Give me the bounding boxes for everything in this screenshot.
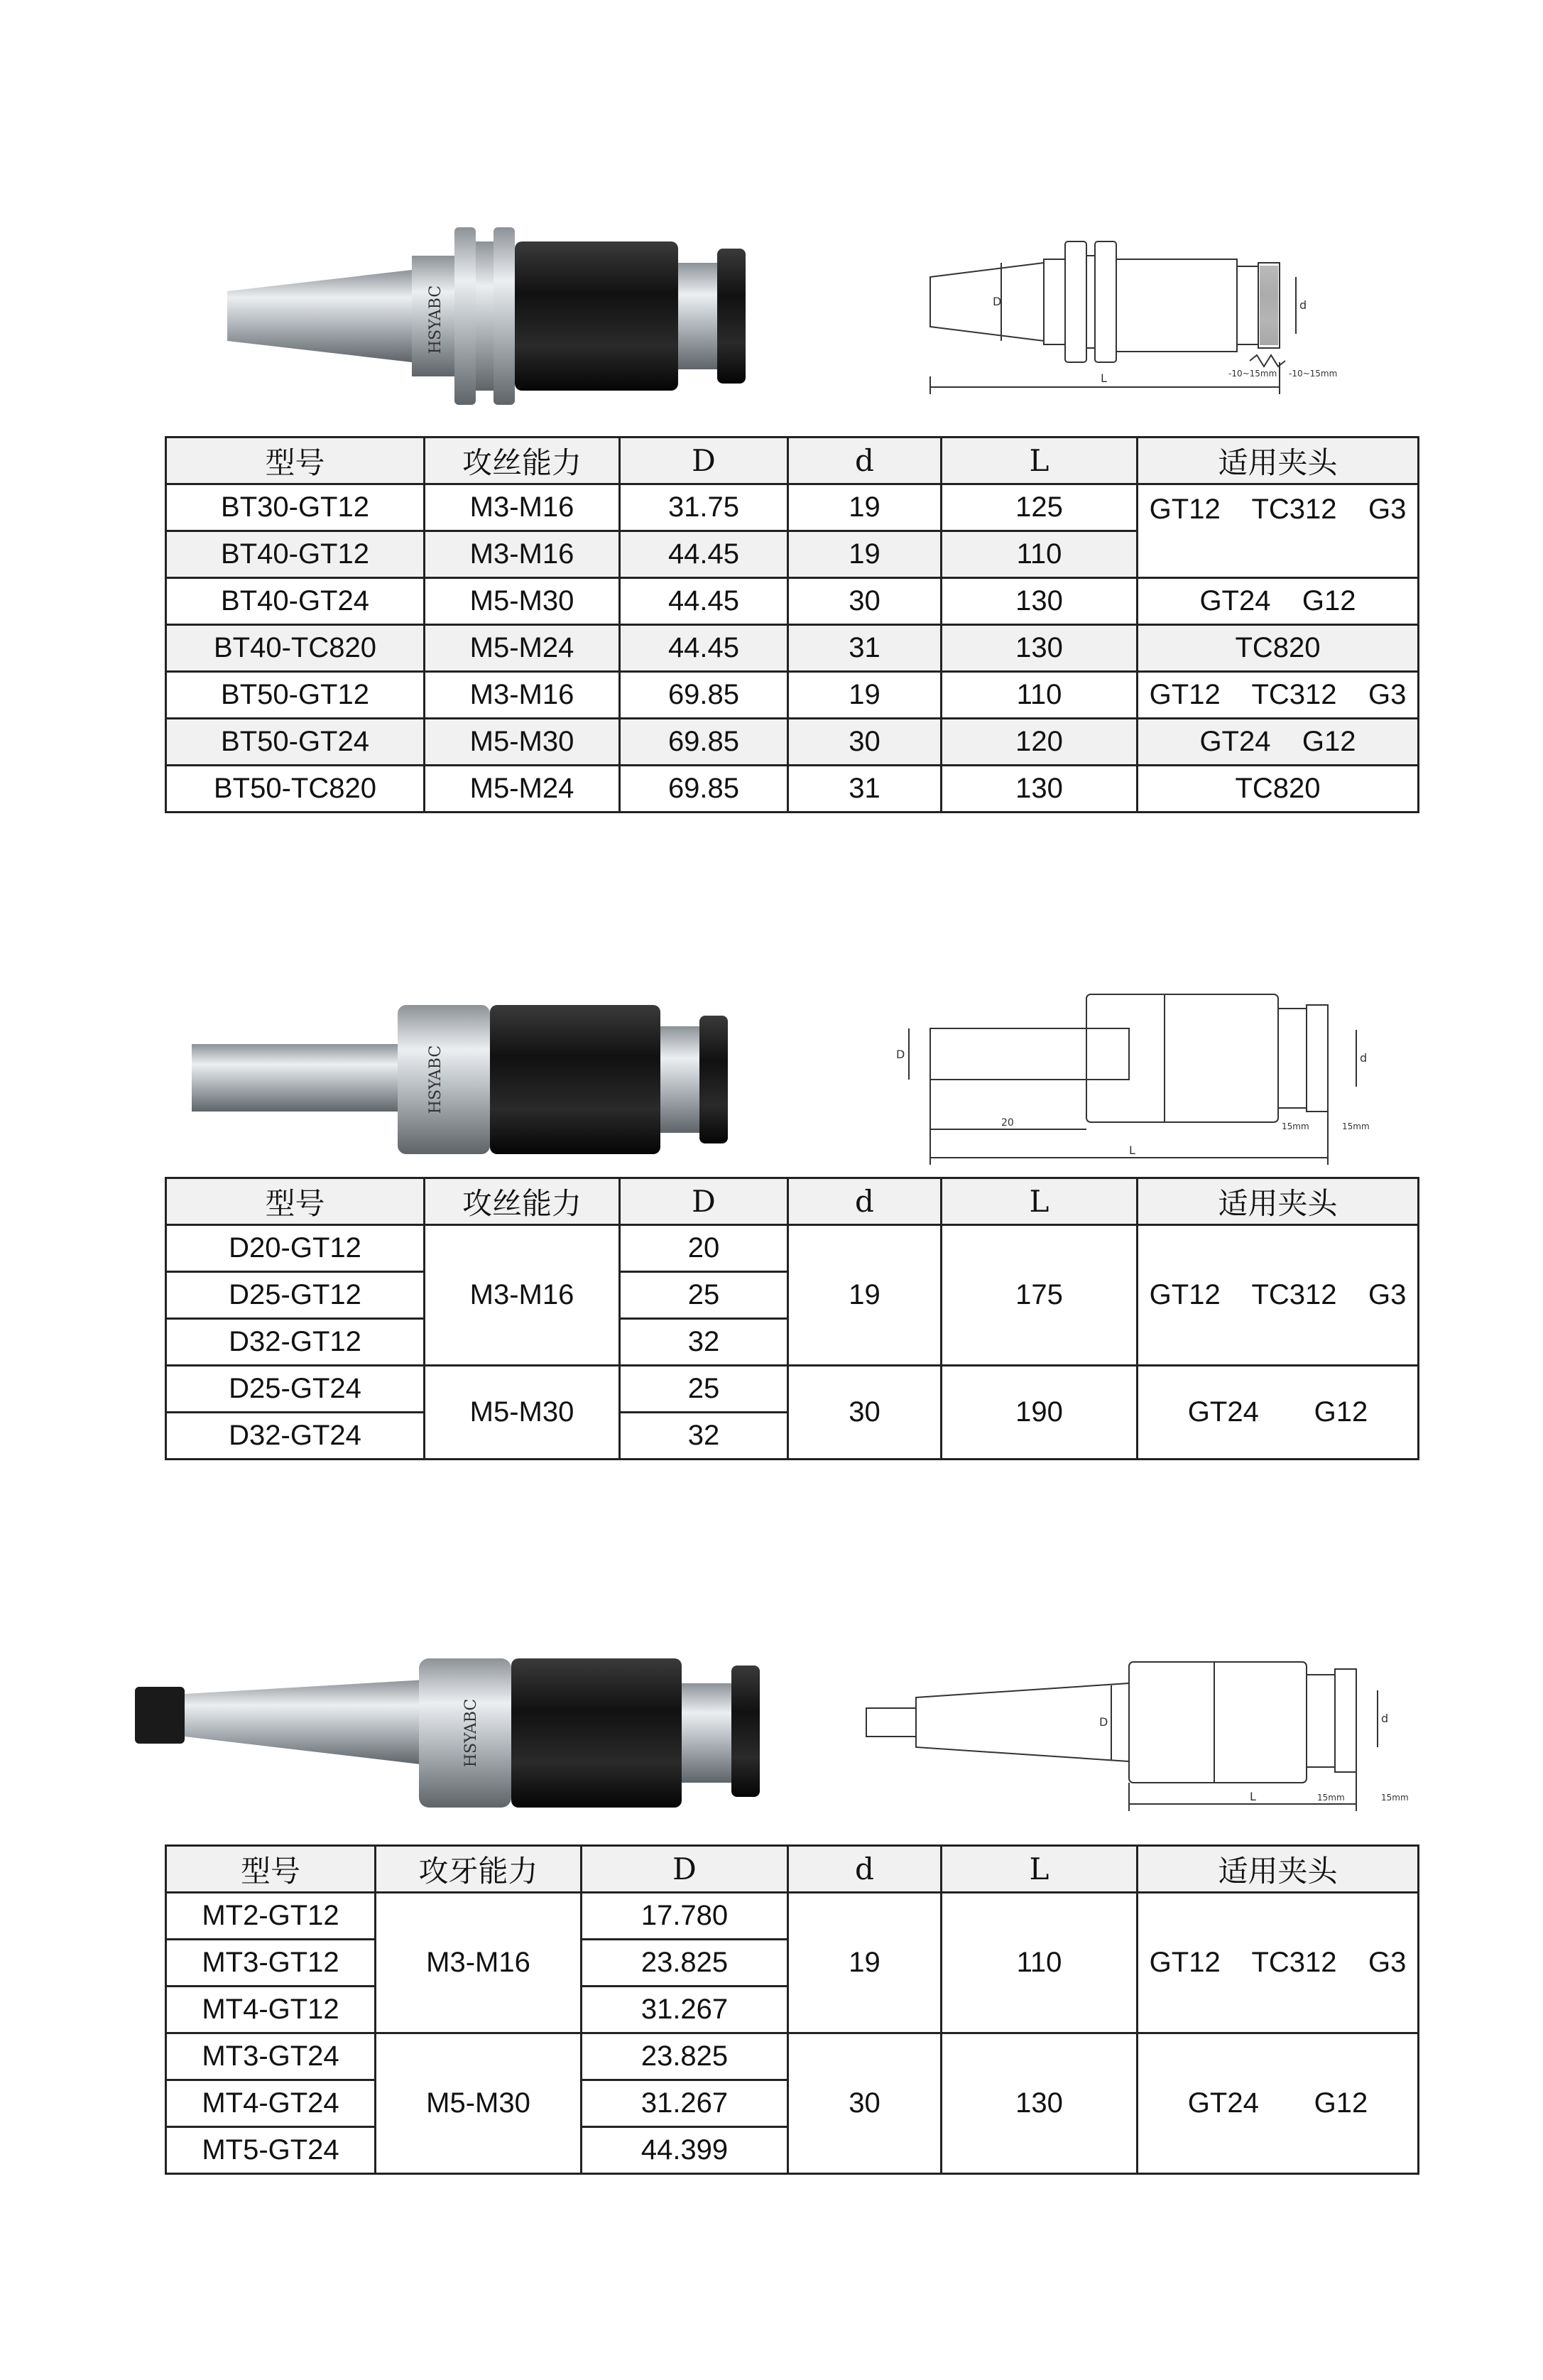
- straight-shank-holder-photo: [185, 994, 753, 1172]
- table-row: [166, 719, 1419, 766]
- col-L: L: [942, 438, 1138, 484]
- brand-mark: HSYABC: [427, 1045, 445, 1114]
- cell-d: 30: [788, 719, 942, 766]
- brand-mark: HSYABC: [462, 1698, 480, 1768]
- cell-D: 31.75: [620, 484, 788, 531]
- dim-D-label: D: [993, 295, 1002, 308]
- col-L: L: [942, 1846, 1138, 1893]
- cell-model: BT50-GT12: [166, 672, 425, 719]
- cell-L: 130: [942, 2033, 1138, 2174]
- col-d: d: [788, 438, 942, 484]
- cell-model: MT3-GT24: [166, 2033, 376, 2080]
- dim-D-label: D: [896, 1048, 905, 1061]
- col-d: d: [788, 1846, 942, 1893]
- cell-capacity: M3-M16: [425, 1225, 620, 1366]
- cell-D: 20: [620, 1225, 788, 1272]
- bt-holder-photo: [213, 213, 753, 419]
- col-capacity: 攻牙能力: [376, 1846, 582, 1893]
- cell-L: 130: [942, 578, 1138, 625]
- dim-note-2: 15mm: [1342, 1121, 1370, 1131]
- cell-D: 25: [620, 1272, 788, 1319]
- dim-note-2: -10~15mm: [1289, 369, 1338, 379]
- brand-mark: HSYABC: [427, 285, 445, 354]
- table-row: [166, 672, 1419, 719]
- cell-L: 110: [942, 1893, 1138, 2033]
- cell-D: 44.399: [582, 2127, 788, 2174]
- dim-L-label: L: [1129, 1143, 1135, 1157]
- col-chuck: 适用夹头: [1138, 1846, 1419, 1893]
- cell-d: 30: [788, 2033, 942, 2174]
- cell-D: 17.780: [582, 1893, 788, 1940]
- cell-D: 31.267: [582, 2080, 788, 2127]
- bt-spec-table: [165, 436, 1419, 813]
- col-D: D: [620, 438, 788, 484]
- dim-note-1: 15mm: [1282, 1121, 1309, 1131]
- col-d: d: [788, 1178, 942, 1225]
- cell-D: 32: [620, 1413, 788, 1460]
- cell-d: 19: [788, 1893, 942, 2033]
- cell-D: 31.267: [582, 1987, 788, 2033]
- cell-D: 69.85: [620, 766, 788, 813]
- table-row: [166, 1366, 1419, 1413]
- table-row: [166, 578, 1419, 625]
- cell-L: 110: [942, 672, 1138, 719]
- cell-d: 19: [788, 1225, 942, 1366]
- cell-capacity: M5-M30: [425, 719, 620, 766]
- table-header-row: [166, 1178, 1419, 1225]
- cell-model: MT2-GT12: [166, 1893, 376, 1940]
- col-model: 型号: [166, 1846, 376, 1893]
- cell-chuck: GT12 TC312 G3: [1138, 672, 1419, 719]
- cell-D: 25: [620, 1366, 788, 1413]
- cell-L: 120: [942, 719, 1138, 766]
- cell-L: 125: [942, 484, 1138, 531]
- cell-D: 32: [620, 1319, 788, 1366]
- table-row: [166, 625, 1419, 672]
- col-capacity: 攻丝能力: [425, 1178, 620, 1225]
- cell-model: BT40-TC820: [166, 625, 425, 672]
- cell-model: MT3-GT12: [166, 1940, 376, 1987]
- col-capacity: 攻丝能力: [425, 438, 620, 484]
- cell-capacity: M3-M16: [425, 531, 620, 578]
- table-row: [166, 766, 1419, 813]
- cell-d: 19: [788, 484, 942, 531]
- cell-chuck: GT12 TC312 G3: [1138, 1893, 1419, 2033]
- col-L: L: [942, 1178, 1138, 1225]
- cell-model: D32-GT12: [166, 1319, 425, 1366]
- cell-D: 44.45: [620, 578, 788, 625]
- dim-D-label: D: [1099, 1715, 1108, 1729]
- cell-capacity: M3-M16: [425, 484, 620, 531]
- straight-shank-spec-table: [165, 1177, 1419, 1460]
- cell-capacity: M5-M24: [425, 625, 620, 672]
- table-header-row: [166, 1846, 1419, 1893]
- cell-model: BT40-GT12: [166, 531, 425, 578]
- cell-capacity: M5-M24: [425, 766, 620, 813]
- cell-chuck: GT12 TC312 G3: [1138, 484, 1419, 578]
- cell-capacity: M5-M30: [376, 2033, 582, 2174]
- col-chuck: 适用夹头: [1138, 438, 1419, 484]
- cell-chuck: GT12 TC312 G3: [1138, 1225, 1419, 1366]
- cell-chuck: GT24 G12: [1138, 719, 1419, 766]
- cell-chuck: GT24 G12: [1138, 578, 1419, 625]
- dim-d-label: d: [1381, 1712, 1389, 1725]
- cell-d: 19: [788, 672, 942, 719]
- cell-d: 31: [788, 766, 942, 813]
- cell-chuck: TC820: [1138, 625, 1419, 672]
- cell-capacity: M5-M30: [425, 1366, 620, 1460]
- cell-model: MT5-GT24: [166, 2127, 376, 2174]
- cell-D: 69.85: [620, 719, 788, 766]
- cell-capacity: M3-M16: [425, 672, 620, 719]
- cell-d: 31: [788, 625, 942, 672]
- bt-dimension-drawing: [916, 234, 1378, 405]
- table-row: [166, 1893, 1419, 1940]
- cell-model: D32-GT24: [166, 1413, 425, 1460]
- cell-capacity: M3-M16: [376, 1893, 582, 2033]
- cell-L: 130: [942, 625, 1138, 672]
- cell-d: 30: [788, 578, 942, 625]
- dim-note-1: 15mm: [1317, 1793, 1345, 1803]
- table-row: [166, 484, 1419, 531]
- cell-d: 30: [788, 1366, 942, 1460]
- dim-20-label: 20: [1001, 1117, 1014, 1129]
- cell-L: 110: [942, 531, 1138, 578]
- cell-L: 175: [942, 1225, 1138, 1366]
- col-chuck: 适用夹头: [1138, 1178, 1419, 1225]
- cell-capacity: M5-M30: [425, 578, 620, 625]
- cell-model: MT4-GT24: [166, 2080, 376, 2127]
- dim-note-1: -10~15mm: [1228, 369, 1277, 379]
- cell-model: MT4-GT12: [166, 1987, 376, 2033]
- cell-L: 130: [942, 766, 1138, 813]
- dim-d-label: d: [1299, 298, 1307, 312]
- dim-L-label: L: [1250, 1790, 1256, 1803]
- dim-L-label: L: [1101, 371, 1107, 385]
- table-header-row: [166, 438, 1419, 484]
- dim-note-2: 15mm: [1381, 1793, 1409, 1803]
- table-row: [166, 2033, 1419, 2080]
- col-D: D: [620, 1178, 788, 1225]
- col-D: D: [582, 1846, 788, 1893]
- straight-shank-dimension-drawing: [888, 987, 1420, 1179]
- cell-model: BT50-GT24: [166, 719, 425, 766]
- cell-chuck: GT24 G12: [1138, 1366, 1419, 1460]
- dim-d-label: d: [1360, 1051, 1368, 1065]
- cell-d: 19: [788, 531, 942, 578]
- morse-taper-holder-photo: [128, 1648, 809, 1825]
- morse-taper-spec-table: [165, 1844, 1419, 2175]
- cell-model: D25-GT24: [166, 1366, 425, 1413]
- cell-model: BT50-TC820: [166, 766, 425, 813]
- morse-taper-dimension-drawing: [852, 1641, 1456, 1818]
- cell-D: 23.825: [582, 2033, 788, 2080]
- cell-model: BT40-GT24: [166, 578, 425, 625]
- table-row: [166, 1225, 1419, 1272]
- col-model: 型号: [166, 438, 425, 484]
- cell-model: BT30-GT12: [166, 484, 425, 531]
- cell-chuck: TC820: [1138, 766, 1419, 813]
- cell-D: 23.825: [582, 1940, 788, 1987]
- cell-chuck: GT24 G12: [1138, 2033, 1419, 2174]
- cell-model: D20-GT12: [166, 1225, 425, 1272]
- cell-D: 44.45: [620, 531, 788, 578]
- cell-D: 69.85: [620, 672, 788, 719]
- cell-D: 44.45: [620, 625, 788, 672]
- col-model: 型号: [166, 1178, 425, 1225]
- cell-model: D25-GT12: [166, 1272, 425, 1319]
- cell-L: 190: [942, 1366, 1138, 1460]
